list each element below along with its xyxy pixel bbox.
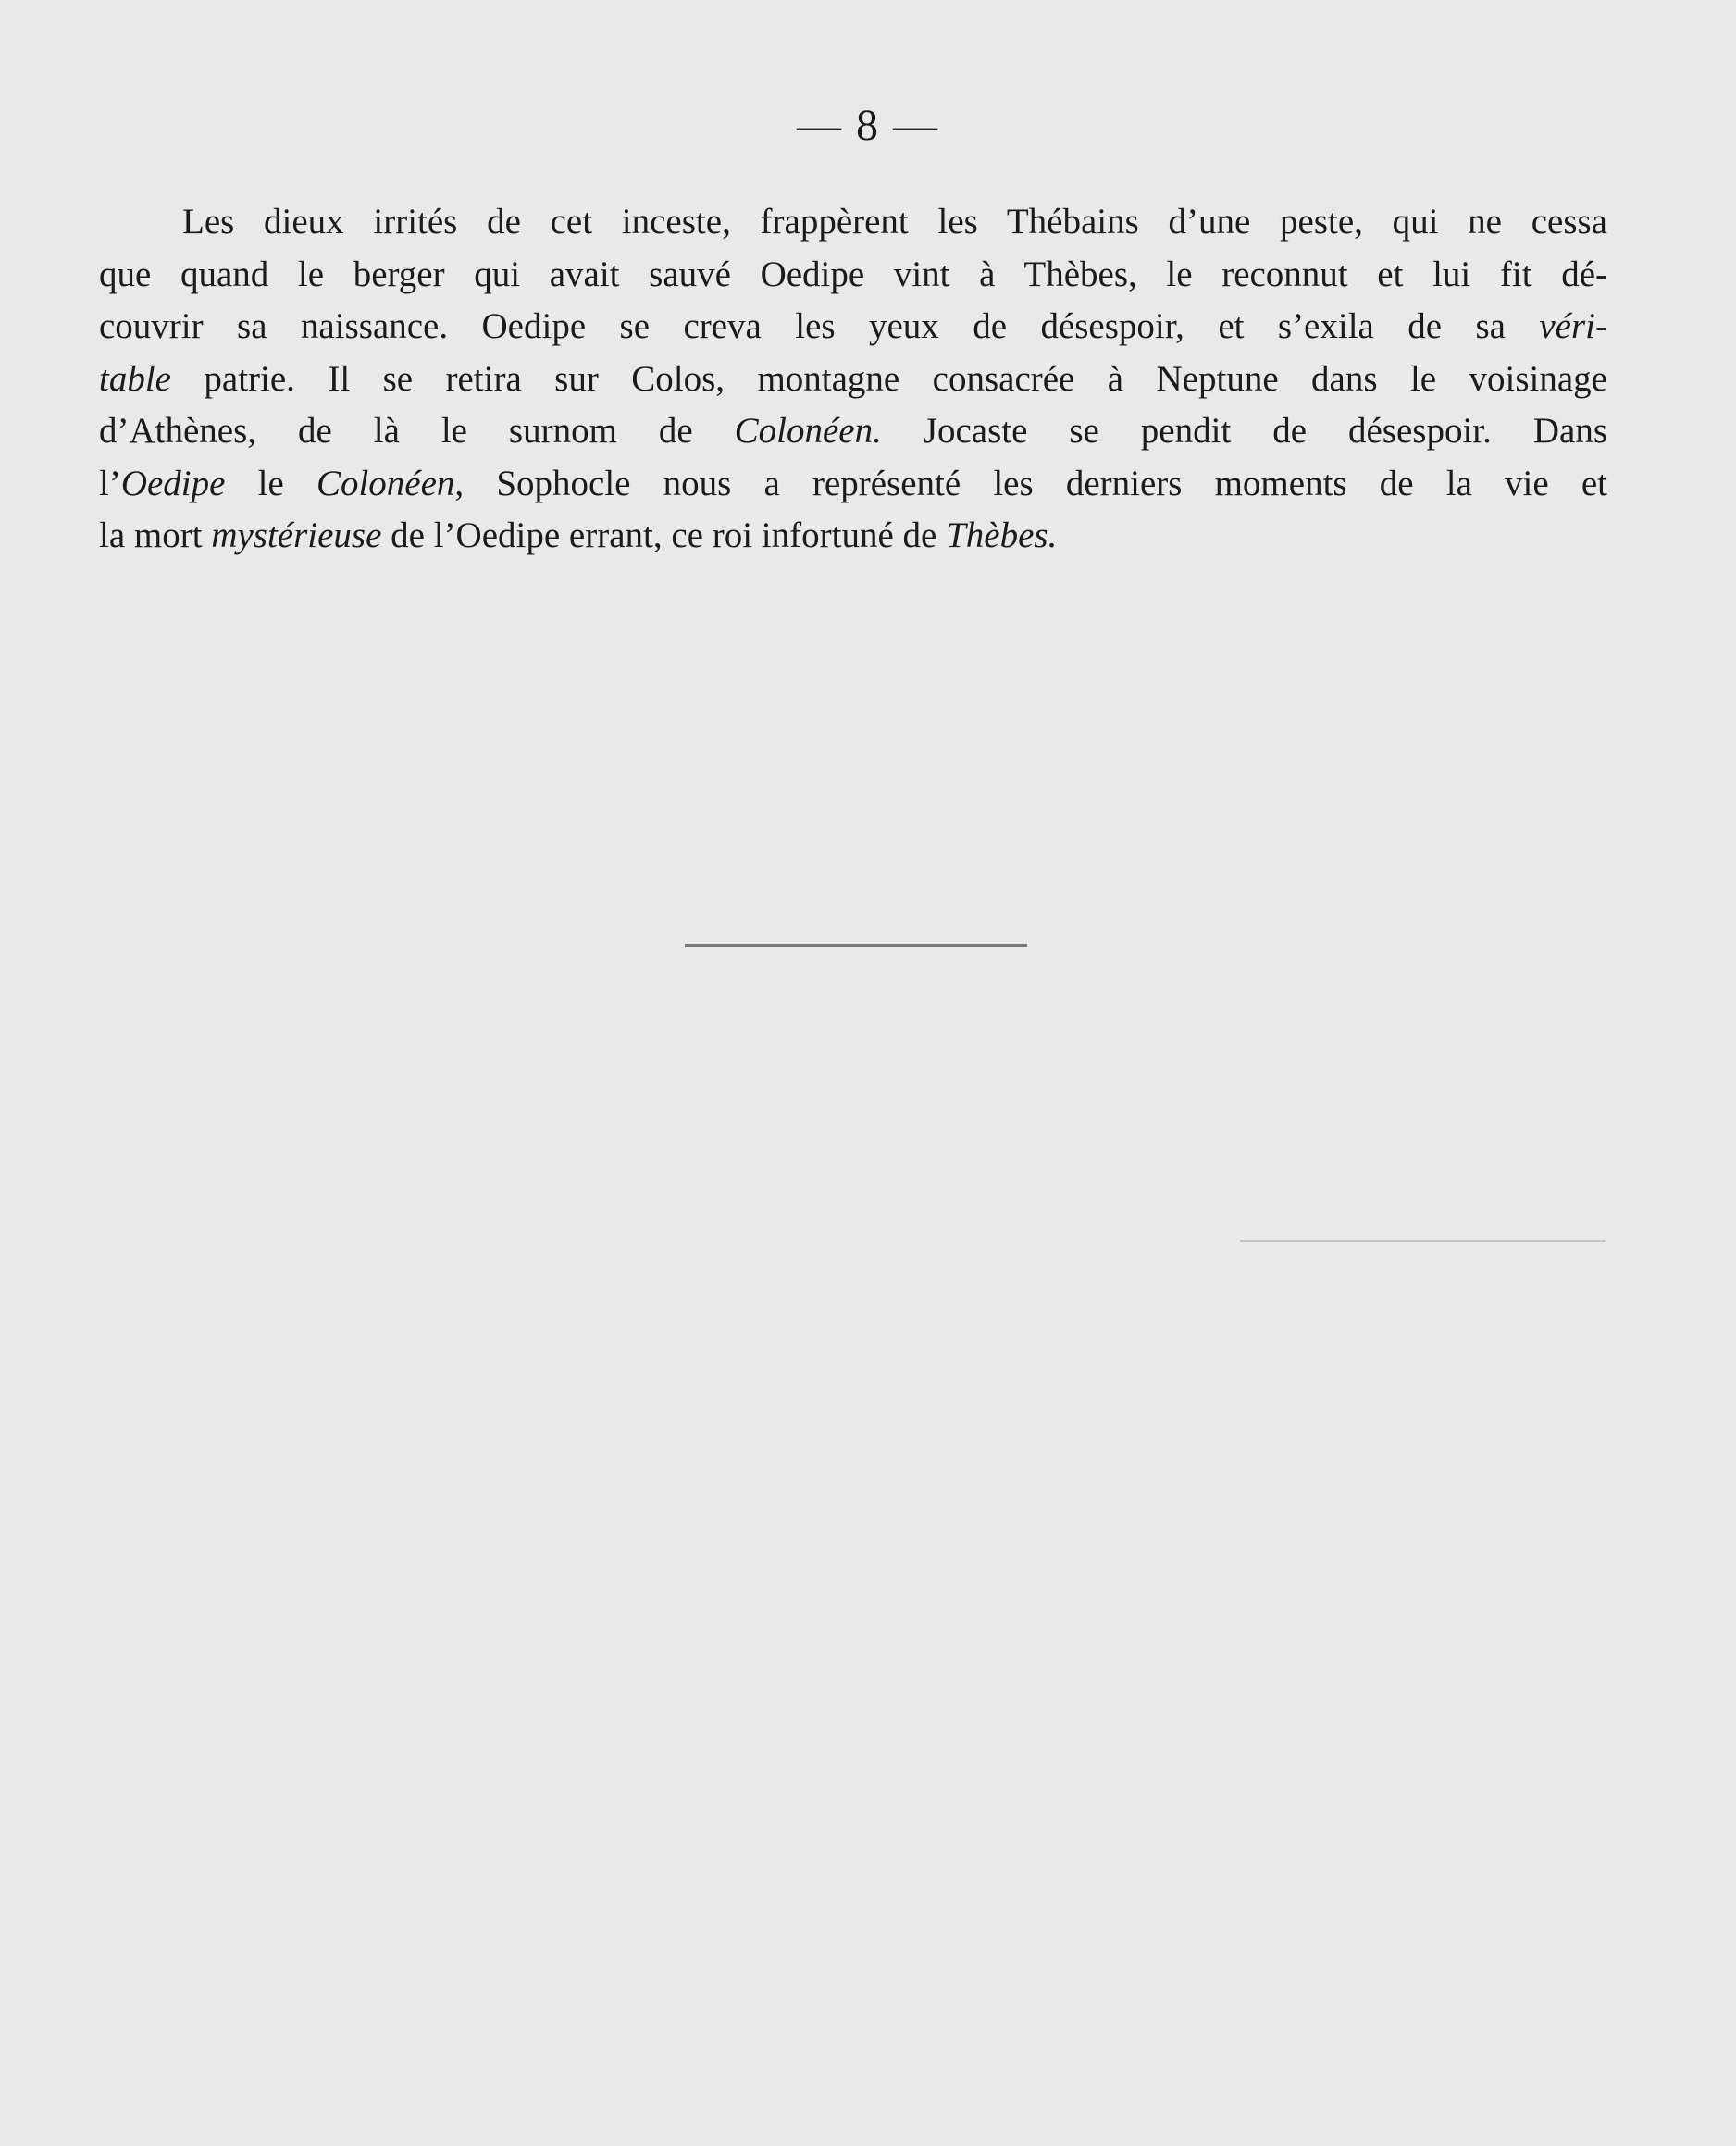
text-run: Jocaste se pendit de désespoir. Dans <box>881 411 1607 451</box>
text-run: l’ <box>99 463 121 503</box>
text-run: couvrir sa naissance. Oedipe se creva les yeux de désespoir, et s’exila de sa <box>99 306 1540 346</box>
text-line <box>99 196 1607 249</box>
text-line <box>99 354 1607 406</box>
bleed-through-rule <box>685 944 1027 947</box>
italic-run: Oedipe <box>120 463 226 503</box>
italic-run: mystérieuse <box>211 515 382 555</box>
text-line <box>99 249 1607 302</box>
text-run: que quand le berger qui avait sauvé Oedipe vint à Thèbes, le reconnut et lui fit dé- <box>99 254 1607 294</box>
text-line <box>99 405 1607 458</box>
text-line <box>99 458 1607 511</box>
text-run: d’Athènes, de là le surnom de <box>99 411 735 451</box>
bleed-through-footnote-rule <box>1240 1240 1606 1242</box>
page-number: — 8 — <box>797 101 939 150</box>
italic-run: Colonéen. <box>734 411 882 451</box>
text-run: de l’Oedipe errant, ce roi infortuné de <box>381 515 947 555</box>
italic-run: véri- <box>1539 306 1607 346</box>
body-paragraph <box>99 196 1607 563</box>
text-line <box>99 301 1607 354</box>
italic-run: Colonéen <box>316 463 455 503</box>
text-run: la mort <box>99 515 212 555</box>
text-run: , Sophocle nous a représenté les derniers moments de la vie et <box>454 463 1607 503</box>
text-run: le <box>225 463 316 503</box>
italic-run: table <box>99 358 171 399</box>
text-line <box>99 510 1607 563</box>
text-run: patrie. Il se retira sur Colos, montagne consacrée à Neptune dans le voisinage <box>170 358 1607 399</box>
italic-run: Thèbes. <box>946 515 1058 555</box>
text-run: Les dieux irrités de cet inceste, frappèrent les Thébains d’une peste, qui ne cessa <box>182 202 1607 242</box>
